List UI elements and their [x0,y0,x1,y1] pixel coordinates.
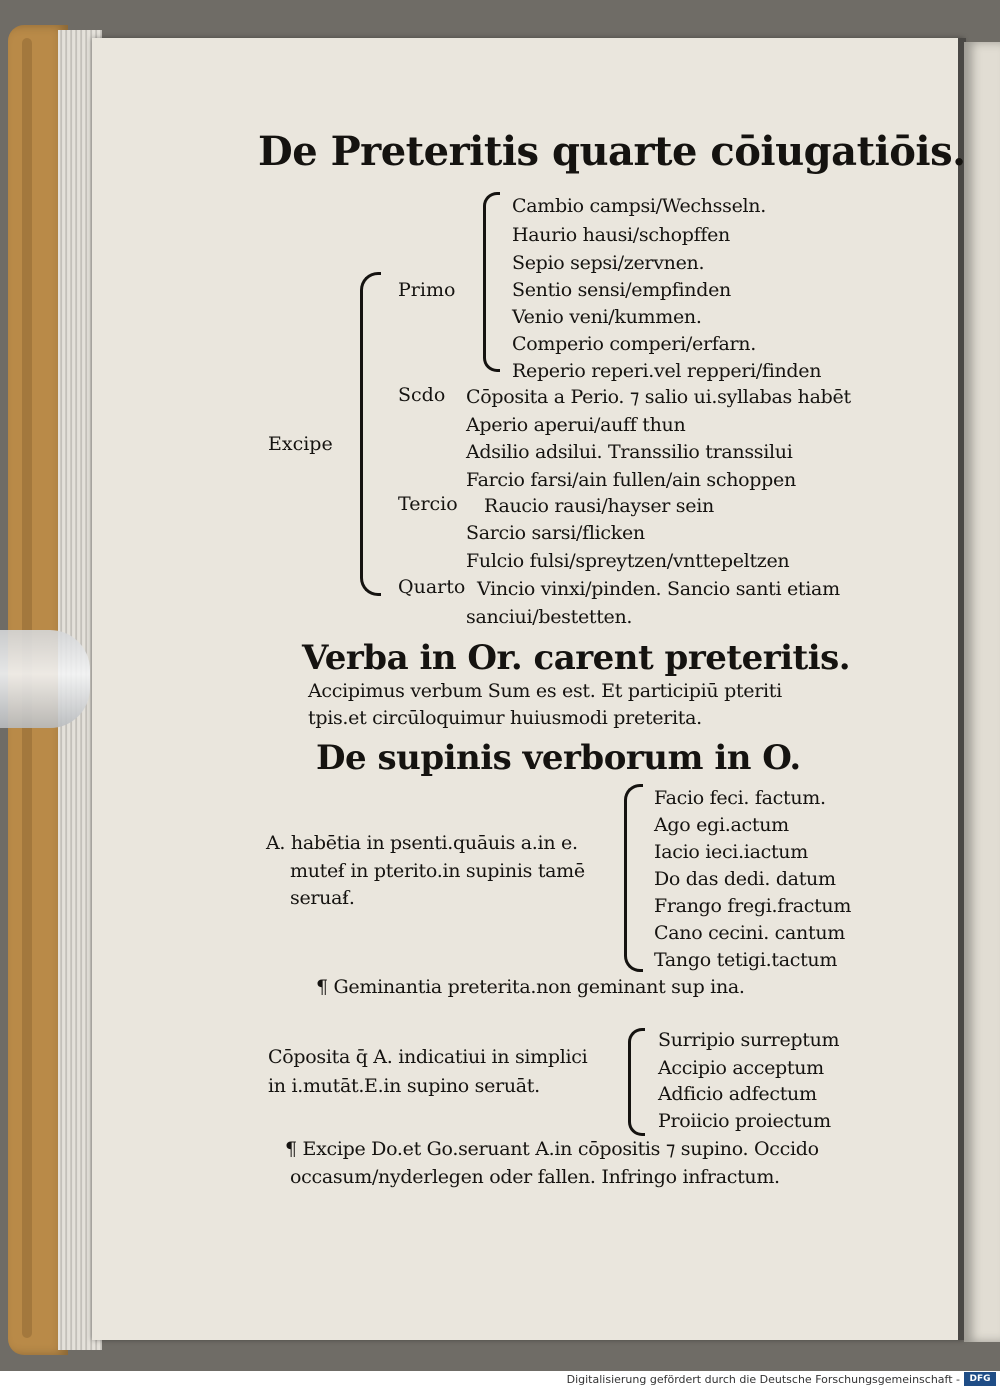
page-title: De Preteritis quarte cōiugatiōis. [258,128,966,175]
supina-item: Facio feci. factum. [654,787,826,809]
section-heading: De supinis verborum in O. [316,738,801,778]
excipe-label: Excipe [268,433,333,455]
brace-primo [483,192,500,372]
secundo-line: Farcio farsi/ain fullen/ain schoppen [466,469,796,491]
excipe-final-line: ¶ Excipe Do.et Go.seruant A.in cōpositis ⁊ supino. Occido [285,1138,819,1160]
rule-line: seruaẜ. [290,887,355,909]
secundo-line: Adsilio adsilui. Transsilio transsilui [466,441,793,463]
paragraph-line: Accipimus verbum Sum es est. Et participiū pteriti [308,680,782,702]
brace-composita [628,1028,645,1136]
supina-item: Do das dedi. datum [654,868,836,890]
quarto-line: Vincio vinxi/pinden. Sancio santi etiam [477,578,840,600]
tercio-line: Fulcio fulsi/spreytzen/vnttepeltzen [466,550,790,572]
section-heading: Verba in Or. carent preteritis. [302,638,851,678]
facing-page-edge [964,42,1000,1342]
geminantia-line: ¶ Geminantia preterita.non geminant sup ina. [316,976,745,998]
primo-item: Sepio sepsi/zervnen. [512,252,705,274]
primo-item: Haurio hausi/schopffen [512,224,730,246]
supina-item: Frango fregi.fractum [654,895,852,917]
quarto-label: Quarto [398,576,466,598]
rule-line: in i.mutāt.E.in supino seruāt. [268,1075,540,1097]
rule-line: Cōposita q̄ A. indicatiui in simplici [268,1046,588,1068]
composita-item: Accipio acceptum [658,1057,824,1079]
secundo-line: Cōposita a Perio. ⁊ salio ui.syllabas habēt [466,386,851,408]
excipe-final-line: occasum/nyderlegen oder fallen. Infringo infractum. [290,1166,780,1188]
primo-item: Comperio comperi/erfarn. [512,333,756,355]
rule-line: muteẜ in pterito.in supinis tamē [290,860,585,882]
primo-item: Cambio campsi/Wechsseln. [512,195,766,217]
page-weight-strip [0,630,90,728]
supina-item: Ago egi.actum [654,814,789,836]
composita-item: Surripio surreptum [658,1029,840,1051]
tercio-line: Sarcio sarsi/flicken [466,522,645,544]
dfg-logo: DFG [964,1372,996,1386]
supina-item: Tango tetigi.tactum [654,949,838,971]
supina-item: Cano cecini. cantum [654,922,845,944]
tercio-line: Raucio rausi/hayser sein [484,495,714,517]
primo-label: Primo [398,279,456,301]
rule-line: A. habētia in psenti.quāuis a.in e. [266,832,578,854]
brace-supina [624,784,643,972]
quarto-line: sanciui/bestetten. [466,606,633,628]
secundo-label: Scdo [398,384,446,406]
composita-item: Adficio adfectum [658,1083,817,1105]
composita-item: Proiicio proiectum [658,1110,831,1132]
footer-credit: Digitalisierung gefördert durch die Deutsche Forschungsgemeinschaft - [566,1373,960,1386]
secundo-line: Aperio aperui/auff thun [466,414,686,436]
paragraph-line: tpis.et circūloquimur huiusmodi preterita. [308,707,702,729]
brace-excipe [360,272,381,596]
primo-item: Sentio sensi/empfinden [512,279,731,301]
tercio-label: Tercio [398,493,458,515]
supina-item: Iacio ieci.iactum [654,841,808,863]
primo-item: Venio veni/kummen. [512,306,702,328]
primo-item: Reperio reperi.vel repperi/finden [512,360,822,382]
